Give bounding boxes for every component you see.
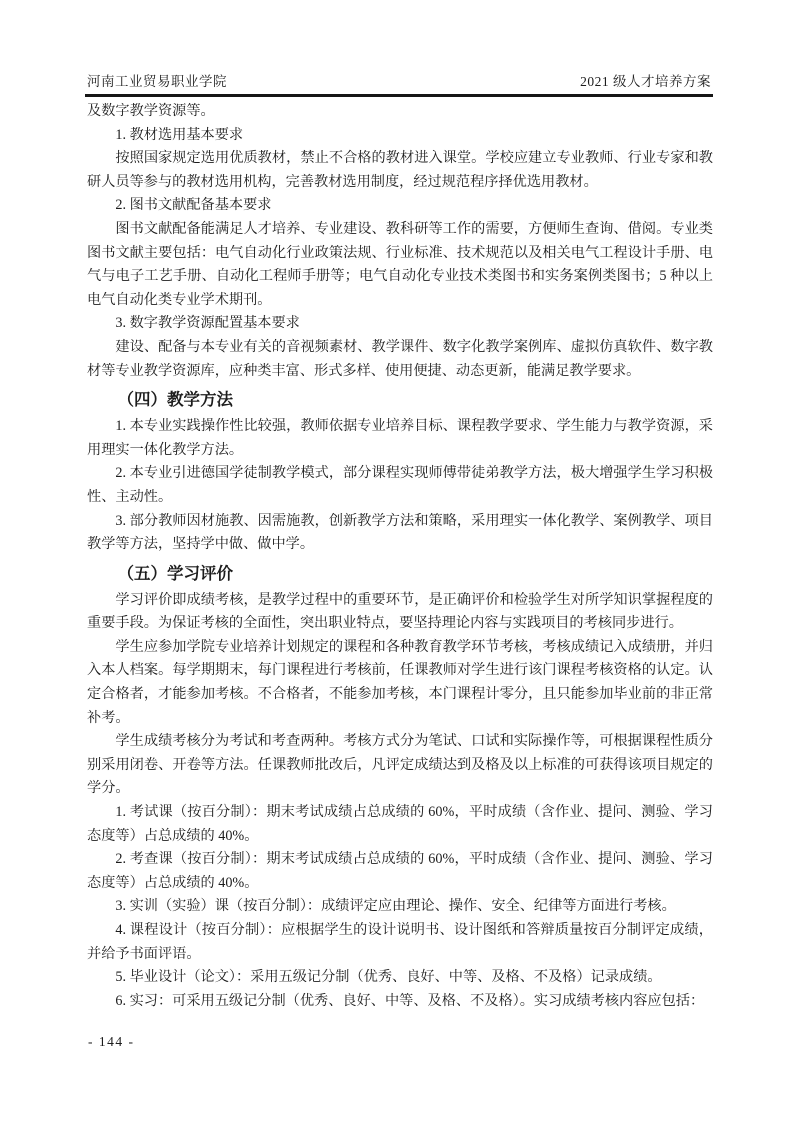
section-heading: （五）学习评价 (117, 563, 234, 583)
paragraph: 学生应参加学院专业培养计划规定的课程和各种教育教学环节考核，考核成绩记入成绩册，并归入本人档案。每学期期末，每门课程进行考核前，任课教师对学生进行该门课程考核资格的认定。认定合格者，才能参加考核。不合格者，不能参加考核，本门课程计零分，且只能参加毕业前的非正常补考。 (87, 638, 713, 726)
paragraph: 1. 教材选用基本要求 (115, 126, 244, 143)
paragraph: 4. 课程设计（按百分制）：应根据学生的设计说明书、设计图纸和答辩质量按百分制评定成绩，并给予书面评语。 (87, 922, 713, 962)
paragraph: 3. 数字教学资源配置基本要求 (115, 315, 300, 332)
paragraph: 5. 毕业设计（论文）：采用五级记分制（优秀、良好、中等、及格、不及格）记录成绩。 (115, 969, 662, 986)
page-footer (88, 1033, 135, 1051)
section-heading: （四）教学方法 (117, 390, 234, 410)
paragraph: 3. 实训（实验）课（按百分制）：成绩评定应由理论、操作、安全、纪律等方面进行考核。 (115, 898, 676, 915)
paragraph: 2. 图书文献配备基本要求 (115, 197, 272, 214)
paragraph: 及数字教学资源等。 (87, 103, 215, 119)
paragraph: 学生成绩考核分为考试和考查两种。考核方式分为笔试、口试和实际操作等，可根据课程性质分别采用闭卷、开卷等方法。任课教师批改后，凡评定成绩达到及格及以上标准的可获得该项目规定的学分。 (87, 733, 713, 797)
header-rule (85, 94, 713, 97)
paragraph: 1. 本专业实践操作性比较强，教师依据专业培养目标、课程教学要求、学生能力与教学资源，采用理实一体化教学方法。 (87, 418, 713, 458)
paragraph: 学习评价即成绩考核，是教学过程中的重要环节，是正确评价和检验学生对所学知识掌握程度的重要手段。为保证考核的全面性，突出职业特点，要坚持理论内容与实践项目的考核同步进行。 (87, 591, 713, 632)
paragraph: 3. 部分教师因材施教、因需施教，创新教学方法和策略，采用理实一体化教学、案例教学、项目教学等方法，坚持学中做、做中学。 (87, 512, 713, 553)
document-body (87, 100, 713, 1013)
header-doc-title: 2021 级人才培养方案 (580, 74, 711, 89)
page-number: - 144 - (88, 1034, 135, 1049)
paragraph: 图书文献配备能满足人才培养、专业建设、教科研等工作的需要，方便师生查询、借阅。专业类图书文献主要包括：电气自动化行业政策法规、行业标准、技术规范以及相关电气工程设计手册、电气与电子工艺手册、自动化工程师手册等；电气自动化专业技术类图书和实务案例类图书；5 种以上电气自动化类专业学术期刊。 (87, 220, 713, 308)
paragraph: 6. 实习：可采用五级记分制（优秀、良好、中等、及格、不及格）。实习成绩考核内容应包括： (115, 992, 705, 1009)
header-institution: 河南工业贸易职业学院 (87, 74, 227, 89)
paragraph: 1. 考试课（按百分制）：期末考试成绩占总成绩的 60%，平时成绩（含作业、提问、测验、学习态度等）占总成绩的 40%。 (87, 804, 713, 844)
paragraph: 按照国家规定选用优质教材，禁止不合格的教材进入课堂。学校应建立专业教师、行业专家和教研人员等参与的教材选用机构，完善教材选用制度，经过规范程序择优选用教材。 (87, 150, 713, 190)
paragraph: 2. 本专业引进德国学徒制教学模式，部分课程实现师傅带徒弟教学方法，极大增强学生学习积极性、主动性。 (87, 465, 713, 505)
paragraph: 2. 考查课（按百分制）：期末考试成绩占总成绩的 60%，平时成绩（含作业、提问、测验、学习态度等）占总成绩的 40%。 (87, 851, 713, 891)
paragraph: 建设、配备与本专业有关的音视频素材、教学课件、数字化教学案例库、虚拟仿真软件、数字教材等专业教学资源库，应种类丰富、形式多样、使用便捷、动态更新，能满足教学要求。 (87, 338, 713, 379)
